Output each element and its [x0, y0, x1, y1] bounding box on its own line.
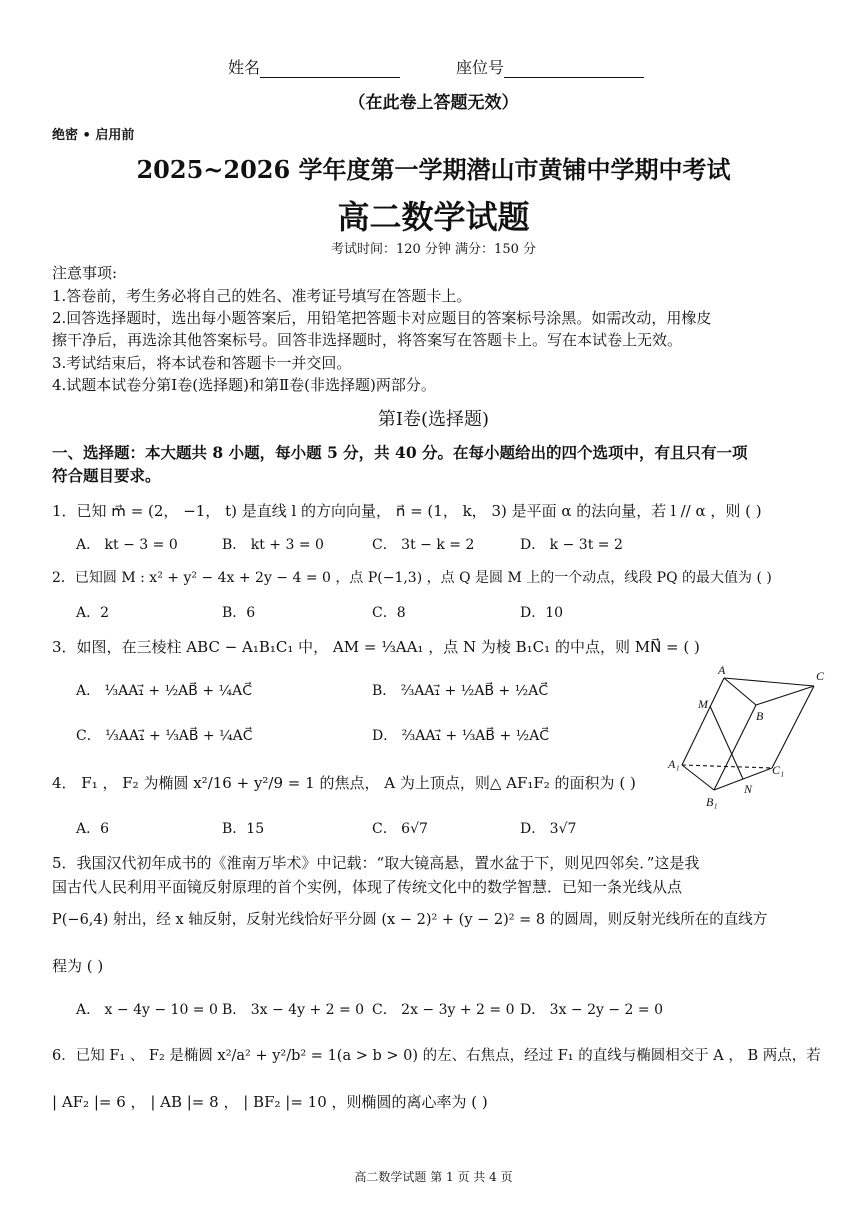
note-item: 擦干净后，再选涂其他答案标号。回答非选择题时，将答案写在答题卡上。写在本试卷上无效。	[52, 331, 683, 349]
q2-option-c[interactable]: C．8	[372, 605, 406, 621]
note-item: 1.答卷前，考生务必将自己的姓名、准考证号填写在答题卡上。	[52, 287, 472, 305]
label-c1: C₁	[772, 763, 785, 777]
note-item: 3.考试结束后，将本试卷和答题卡一并交回。	[52, 354, 352, 372]
section-intro: 一、选择题：本大题共 8 小题，每小题 5 分，共 40 分。在每小题给出的四个选项中，有且只有一项	[52, 443, 748, 462]
question-3: 3．如图，在三棱柱 ABC − A₁B₁C₁ 中， AM = ⅓AA₁ ，点 N 为棱 B₁C₁ 的中点，则 MN⃗ = ( )	[52, 638, 700, 656]
invalid-note: （在此卷上答题无效）	[348, 93, 519, 113]
seat-label: 座位号	[456, 58, 505, 77]
q3-option-b[interactable]: B． ⅔AA₁⃗ + ½AB⃗ + ½AC⃗	[372, 683, 549, 699]
q5-option-d[interactable]: D． 3x − 2y − 2 = 0	[520, 1002, 664, 1018]
label-c: C	[816, 669, 825, 683]
notes-heading: 注意事项:	[52, 264, 118, 282]
edge-a1c1	[682, 765, 772, 768]
q5-option-c[interactable]: C． 2x − 3y + 2 = 0	[372, 1002, 515, 1018]
time-score: 考试时间：120 分钟 满分：150 分	[330, 242, 537, 257]
edge-cc1	[772, 686, 814, 768]
secret-mark: 绝密 • 启用前	[52, 128, 135, 143]
q4-option-a[interactable]: A．6	[76, 821, 110, 837]
seat-field	[456, 55, 644, 78]
question-5-line: P(−6,4) 射出，经 x 轴反射，反射光线恰好平分圆 (x − 2)² + (y − 2)² = 8 的圆周，则反射光线所在的直线方	[52, 912, 768, 928]
q3-option-d[interactable]: D． ⅔AA₁⃗ + ⅓AB⃗ + ½AC⃗	[372, 728, 550, 744]
q2-option-d[interactable]: D．10	[520, 605, 564, 621]
edge-ac	[724, 678, 814, 686]
page-footer: 高二数学试题 第 1 页 共 4 页	[354, 1170, 513, 1184]
q2-option-a[interactable]: A．2	[76, 605, 110, 621]
label-b1: B₁	[706, 795, 718, 809]
section-title: 第Ⅰ卷(选择题)	[377, 409, 490, 430]
q4-option-c[interactable]: C． 6√7	[372, 821, 428, 837]
question-4: 4． F₁ ， F₂ 为椭圆 x²/16 + y²/9 = 1 的焦点， A 为上顶点，则△ AF₁F₂ 的面积为 ( )	[52, 774, 636, 792]
edge-ab	[724, 678, 756, 705]
q3-option-a[interactable]: A． ⅓AA₁⃗ + ½AB⃗ + ¼AC⃗	[76, 683, 252, 699]
note-item: 2.回答选择题时，选出每小题答案后，用铅笔把答题卡对应题目的答案标号涂黑。如需改动，用橡皮	[52, 309, 712, 327]
question-6-line: | AF₂ |= 6 ， | AB |= 8 ， | BF₂ |= 10 ，则椭圆的离心率为 ( )	[52, 1093, 488, 1111]
label-m: M	[698, 697, 708, 711]
label-b: B	[756, 709, 764, 723]
question-5-line: 程为 ( )	[52, 957, 104, 975]
edge-bb1	[714, 705, 756, 790]
q1-option-c[interactable]: C． 3t − k = 2	[372, 537, 475, 553]
section-intro: 符合题目要求。	[52, 466, 161, 485]
subject-title: 高二数学试题	[337, 198, 530, 236]
q4-option-b[interactable]: B．15	[222, 821, 265, 837]
label-a: A	[718, 663, 726, 677]
prism-figure	[664, 660, 834, 810]
question-5-line: 5．我国汉代初年成书的《淮南万毕术》中记载：“取大镜高悬，置水盆于下，则见四邻矣．”这是我	[52, 854, 700, 872]
edge-a1b1	[682, 765, 714, 790]
name-label: 姓名	[228, 58, 261, 77]
q1-option-a[interactable]: A． kt − 3 = 0	[76, 537, 178, 553]
q5-option-a[interactable]: A． x − 4y − 10 = 0	[76, 1002, 218, 1018]
q1-option-d[interactable]: D． k − 3t = 2	[520, 537, 623, 553]
q4-option-d[interactable]: D． 3√7	[520, 821, 577, 837]
exam-title: 2025~2026 学年度第一学期潜山市黄铺中学期中考试	[136, 155, 731, 184]
question-1: 1．已知 m⃗ = (2， −1， t) 是直线 l 的方向向量， n⃗ = (1， k， 3) 是平面 α 的法向量，若 l // α ，则 ( )	[52, 502, 762, 520]
question-2: 2．已知圆 M : x² + y² − 4x + 2y − 4 = 0 ，点 P(−1,3) ，点 Q 是圆 M 上的一个动点，线段 PQ 的最大值为 ( )	[52, 570, 772, 586]
label-n: N	[744, 782, 753, 796]
label-a1: A₁	[668, 757, 680, 771]
q1-option-b[interactable]: B． kt + 3 = 0	[222, 537, 324, 553]
question-5-line: 国古代人民利用平面镜反射原理的首个实例，体现了传统文化中的数学智慧．已知一条光线从点	[52, 878, 683, 896]
q5-option-b[interactable]: B． 3x − 4y + 2 = 0	[222, 1002, 365, 1018]
question-6-line: 6．已知 F₁ 、 F₂ 是椭圆 x²/a² + y²/b² = 1(a > b > 0) 的左、右焦点，经过 F₁ 的直线与椭圆相交于 A ， B 两点，若	[52, 1048, 821, 1064]
note-item: 4.试题本试卷分第Ⅰ卷(选择题)和第Ⅱ卷(非选择题)两部分。	[52, 376, 436, 394]
name-field	[228, 55, 400, 78]
edge-aa1	[682, 678, 724, 765]
q2-option-b[interactable]: B．6	[222, 605, 256, 621]
q3-option-c[interactable]: C． ⅓AA₁⃗ + ⅓AB⃗ + ¼AC⃗	[76, 728, 253, 744]
